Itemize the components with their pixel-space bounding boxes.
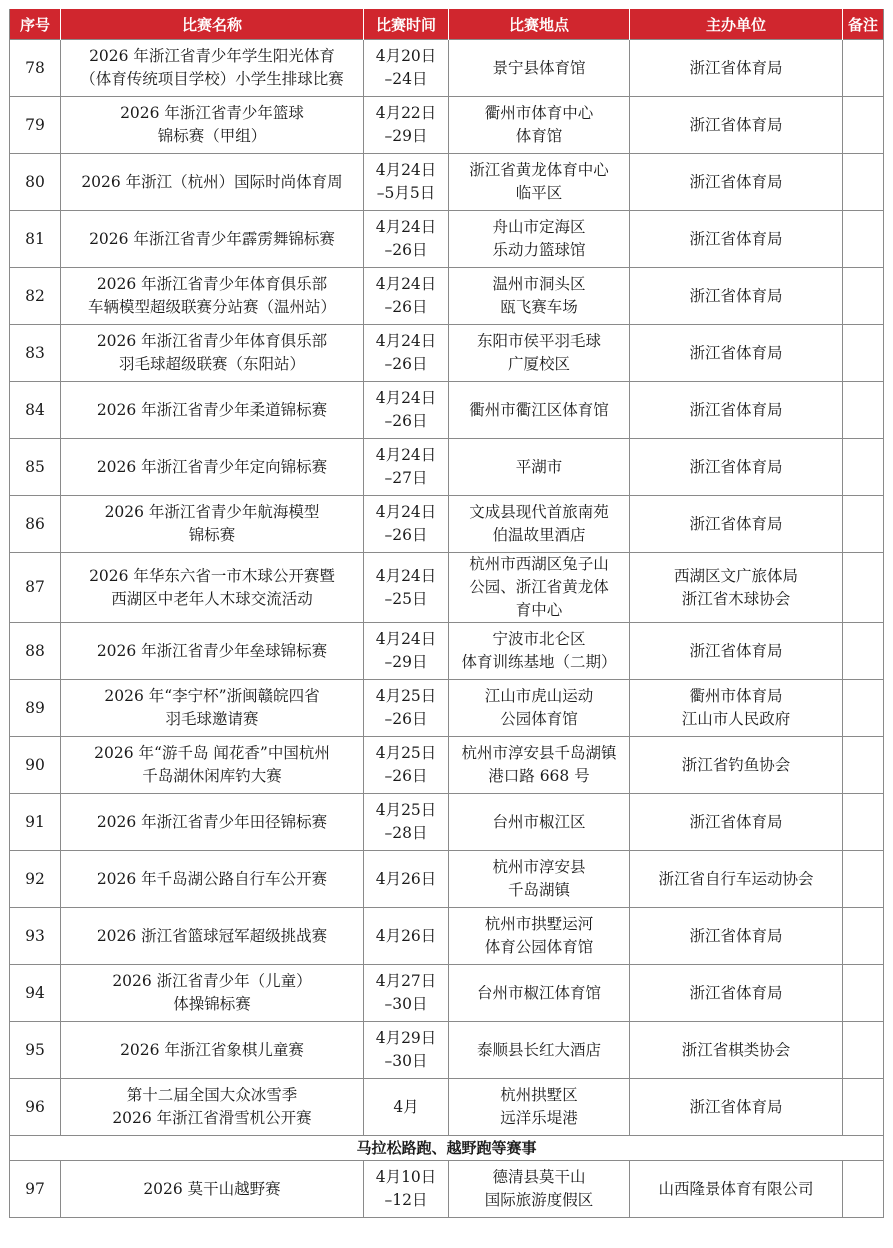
place-cell: 浙江省黄龙体育中心 临平区: [449, 154, 630, 211]
organizer-cell: 浙江省体育局: [630, 439, 843, 496]
place-cell: 舟山市定海区 乐动力篮球馆: [449, 211, 630, 268]
table-row: [10, 1022, 884, 1079]
remarks-cell: [843, 737, 884, 794]
name-cell: 2026 年浙江省青少年霹雳舞锦标赛: [61, 211, 364, 268]
index-cell: 81: [10, 211, 61, 268]
time-cell: 4月27日 –30日: [364, 965, 449, 1022]
place-cell: 德清县莫干山 国际旅游度假区: [449, 1161, 630, 1218]
index-cell: 85: [10, 439, 61, 496]
place-cell: 杭州市淳安县千岛湖镇 港口路 668 号: [449, 737, 630, 794]
remarks-cell: [843, 553, 884, 623]
time-cell: 4月24日 –25日: [364, 553, 449, 623]
index-cell: 83: [10, 325, 61, 382]
table-row: [10, 211, 884, 268]
table-row: [10, 154, 884, 211]
remarks-cell: [843, 211, 884, 268]
name-cell: 2026 年浙江省青少年体育俱乐部 羽毛球超级联赛（东阳站）: [61, 325, 364, 382]
index-cell: 90: [10, 737, 61, 794]
section-title: 马拉松路跑、越野跑等赛事: [10, 1136, 884, 1161]
organizer-cell: 山西隆景体育有限公司: [630, 1161, 843, 1218]
index-cell: 79: [10, 97, 61, 154]
competition-schedule-table: [9, 9, 884, 1218]
remarks-cell: [843, 1079, 884, 1136]
table-row: [10, 40, 884, 97]
remarks-cell: [843, 908, 884, 965]
remarks-cell: [843, 325, 884, 382]
time-cell: 4月24日 –27日: [364, 439, 449, 496]
place-cell: 宁波市北仑区 体育训练基地（二期）: [449, 623, 630, 680]
organizer-cell: 浙江省体育局: [630, 1079, 843, 1136]
place-cell: 东阳市侯平羽毛球 广厦校区: [449, 325, 630, 382]
remarks-cell: [843, 496, 884, 553]
index-cell: 94: [10, 965, 61, 1022]
time-cell: 4月25日 –26日: [364, 737, 449, 794]
organizer-cell: 浙江省体育局: [630, 965, 843, 1022]
name-cell: 2026 年浙江省青少年学生阳光体育 （体育传统项目学校）小学生排球比赛: [61, 40, 364, 97]
name-cell: 2026 年浙江省青少年体育俱乐部 车辆模型超级联赛分站赛（温州站）: [61, 268, 364, 325]
table-row: [10, 680, 884, 737]
header-competition-place: 比赛地点: [449, 9, 630, 40]
table-row: [10, 496, 884, 553]
time-cell: 4月25日 –28日: [364, 794, 449, 851]
time-cell: 4月24日 –26日: [364, 268, 449, 325]
name-cell: 2026 年千岛湖公路自行车公开赛: [61, 851, 364, 908]
place-cell: 平湖市: [449, 439, 630, 496]
table-row: [10, 553, 884, 623]
place-cell: 衢州市衢江区体育馆: [449, 382, 630, 439]
table-row: [10, 794, 884, 851]
index-cell: 91: [10, 794, 61, 851]
remarks-cell: [843, 680, 884, 737]
index-cell: 82: [10, 268, 61, 325]
header-competition-name: 比赛名称: [61, 9, 364, 40]
remarks-cell: [843, 623, 884, 680]
place-cell: 台州市椒江区: [449, 794, 630, 851]
time-cell: 4月: [364, 1079, 449, 1136]
remarks-cell: [843, 382, 884, 439]
place-cell: 杭州市西湖区兔子山 公园、浙江省黄龙体 育中心: [449, 553, 630, 623]
time-cell: 4月24日 –29日: [364, 623, 449, 680]
name-cell: 2026 年“李宁杯”浙闽赣皖四省 羽毛球邀请赛: [61, 680, 364, 737]
table-body: [10, 40, 884, 1218]
table-row: [10, 1079, 884, 1136]
organizer-cell: 衢州市体育局 江山市人民政府: [630, 680, 843, 737]
table-row: [10, 382, 884, 439]
time-cell: 4月25日 –26日: [364, 680, 449, 737]
name-cell: 2026 年浙江省青少年田径锦标赛: [61, 794, 364, 851]
table-row: [10, 1161, 884, 1218]
time-cell: 4月20日 –24日: [364, 40, 449, 97]
organizer-cell: 浙江省体育局: [630, 268, 843, 325]
organizer-cell: 浙江省体育局: [630, 794, 843, 851]
header-remarks: 备注: [843, 9, 884, 40]
time-cell: 4月29日 –30日: [364, 1022, 449, 1079]
index-cell: 80: [10, 154, 61, 211]
index-cell: 96: [10, 1079, 61, 1136]
place-cell: 杭州拱墅区 远洋乐堤港: [449, 1079, 630, 1136]
index-cell: 78: [10, 40, 61, 97]
time-cell: 4月24日 –5月5日: [364, 154, 449, 211]
organizer-cell: 浙江省体育局: [630, 496, 843, 553]
remarks-cell: [843, 154, 884, 211]
remarks-cell: [843, 97, 884, 154]
time-cell: 4月26日: [364, 851, 449, 908]
name-cell: 2026 莫干山越野赛: [61, 1161, 364, 1218]
time-cell: 4月24日 –26日: [364, 382, 449, 439]
header-competition-time: 比赛时间: [364, 9, 449, 40]
time-cell: 4月22日 –29日: [364, 97, 449, 154]
place-cell: 杭州市拱墅运河 体育公园体育馆: [449, 908, 630, 965]
organizer-cell: 浙江省体育局: [630, 97, 843, 154]
table-row: [10, 439, 884, 496]
schedule-table-wrapper: [9, 9, 883, 1218]
remarks-cell: [843, 851, 884, 908]
name-cell: 2026 年“游千岛 闻花香”中国杭州 千岛湖休闲库钓大赛: [61, 737, 364, 794]
remarks-cell: [843, 1161, 884, 1218]
table-row: [10, 851, 884, 908]
name-cell: 2026 年华东六省一市木球公开赛暨 西湖区中老年人木球交流活动: [61, 553, 364, 623]
table-row: [10, 325, 884, 382]
time-cell: 4月24日 –26日: [364, 325, 449, 382]
organizer-cell: 浙江省自行车运动协会: [630, 851, 843, 908]
index-cell: 86: [10, 496, 61, 553]
place-cell: 文成县现代首旅南苑 伯温故里酒店: [449, 496, 630, 553]
index-cell: 95: [10, 1022, 61, 1079]
table-row: [10, 737, 884, 794]
name-cell: 2026 年浙江省青少年篮球 锦标赛（甲组）: [61, 97, 364, 154]
place-cell: 温州市洞头区 瓯飞赛车场: [449, 268, 630, 325]
index-cell: 92: [10, 851, 61, 908]
time-cell: 4月10日 –12日: [364, 1161, 449, 1218]
table-row: [10, 268, 884, 325]
place-cell: 台州市椒江体育馆: [449, 965, 630, 1022]
organizer-cell: 浙江省钓鱼协会: [630, 737, 843, 794]
remarks-cell: [843, 965, 884, 1022]
table-row: [10, 623, 884, 680]
index-cell: 89: [10, 680, 61, 737]
organizer-cell: 浙江省体育局: [630, 382, 843, 439]
remarks-cell: [843, 268, 884, 325]
name-cell: 2026 年浙江省象棋儿童赛: [61, 1022, 364, 1079]
name-cell: 2026 年浙江（杭州）国际时尚体育周: [61, 154, 364, 211]
remarks-cell: [843, 794, 884, 851]
index-cell: 97: [10, 1161, 61, 1218]
place-cell: 景宁县体育馆: [449, 40, 630, 97]
remarks-cell: [843, 40, 884, 97]
remarks-cell: [843, 1022, 884, 1079]
table-row: [10, 97, 884, 154]
organizer-cell: 浙江省体育局: [630, 211, 843, 268]
index-cell: 88: [10, 623, 61, 680]
name-cell: 2026 年浙江省青少年柔道锦标赛: [61, 382, 364, 439]
place-cell: 泰顺县长红大酒店: [449, 1022, 630, 1079]
table-row: [10, 908, 884, 965]
table-header-row: [10, 9, 884, 40]
place-cell: 杭州市淳安县 千岛湖镇: [449, 851, 630, 908]
header-index: 序号: [10, 9, 61, 40]
name-cell: 第十二届全国大众冰雪季 2026 年浙江省滑雪机公开赛: [61, 1079, 364, 1136]
table-row: [10, 965, 884, 1022]
name-cell: 2026 年浙江省青少年航海模型 锦标赛: [61, 496, 364, 553]
organizer-cell: 西湖区文广旅体局 浙江省木球协会: [630, 553, 843, 623]
index-cell: 87: [10, 553, 61, 623]
time-cell: 4月24日 –26日: [364, 211, 449, 268]
place-cell: 衢州市体育中心 体育馆: [449, 97, 630, 154]
organizer-cell: 浙江省棋类协会: [630, 1022, 843, 1079]
organizer-cell: 浙江省体育局: [630, 154, 843, 211]
time-cell: 4月24日 –26日: [364, 496, 449, 553]
header-organizer: 主办单位: [630, 9, 843, 40]
name-cell: 2026 浙江省篮球冠军超级挑战赛: [61, 908, 364, 965]
index-cell: 93: [10, 908, 61, 965]
organizer-cell: 浙江省体育局: [630, 325, 843, 382]
remarks-cell: [843, 439, 884, 496]
name-cell: 2026 浙江省青少年（儿童） 体操锦标赛: [61, 965, 364, 1022]
organizer-cell: 浙江省体育局: [630, 40, 843, 97]
index-cell: 84: [10, 382, 61, 439]
organizer-cell: 浙江省体育局: [630, 623, 843, 680]
time-cell: 4月26日: [364, 908, 449, 965]
section-row: [10, 1136, 884, 1161]
name-cell: 2026 年浙江省青少年垒球锦标赛: [61, 623, 364, 680]
name-cell: 2026 年浙江省青少年定向锦标赛: [61, 439, 364, 496]
place-cell: 江山市虎山运动 公园体育馆: [449, 680, 630, 737]
organizer-cell: 浙江省体育局: [630, 908, 843, 965]
